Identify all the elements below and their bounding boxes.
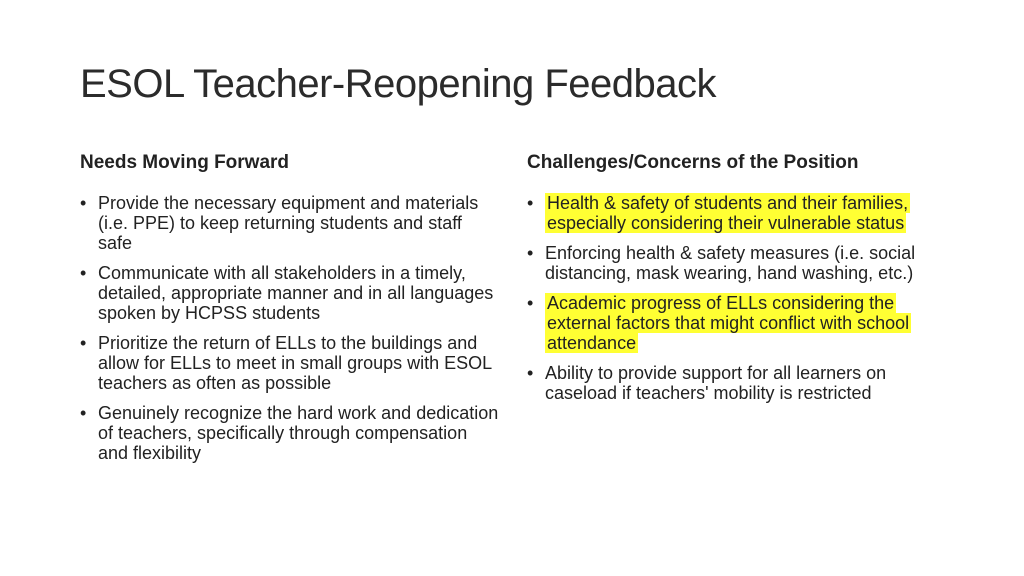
- bullet-icon: •: [527, 363, 534, 383]
- challenges-list: [527, 193, 947, 403]
- list-item: [527, 243, 947, 283]
- needs-heading: Needs Moving Forward: [80, 152, 290, 173]
- list-item: [527, 293, 947, 353]
- needs-list: [80, 193, 500, 463]
- list-item-text: Health & safety of students and their families, especially considering their vulnerable status: [547, 193, 909, 233]
- bullet-icon: •: [80, 193, 87, 213]
- challenges-column: [527, 150, 947, 413]
- needs-column: [80, 150, 500, 473]
- bullet-icon: •: [527, 193, 534, 213]
- list-item: [80, 333, 500, 393]
- list-item-text: Enforcing health & safety measures (i.e. social distancing, mask wearing, hand washing, etc.): [545, 243, 916, 283]
- list-item: [80, 263, 500, 323]
- list-item-text: Ability to provide support for all learners on caseload if teachers' mobility is restricted: [545, 363, 887, 403]
- bullet-icon: •: [80, 333, 87, 353]
- slide-title: ESOL Teacher-Reopening Feedback: [80, 62, 717, 106]
- list-item-text: Academic progress of ELLs considering the external factors that might conflict with school attendance: [547, 293, 910, 353]
- bullet-icon: •: [527, 243, 534, 263]
- list-item-text: Prioritize the return of ELLs to the buildings and allow for ELLs to meet in small groups with ESOL teachers as often as possible: [98, 333, 492, 393]
- list-item: [80, 403, 500, 463]
- list-item: [80, 193, 500, 253]
- bullet-icon: •: [80, 263, 87, 283]
- list-item-text: Provide the necessary equipment and materials (i.e. PPE) to keep returning students and staff safe: [98, 193, 479, 253]
- list-item-text: Communicate with all stakeholders in a timely, detailed, appropriate manner and in all languages spoken by HCPSS students: [98, 263, 494, 323]
- list-item: [527, 193, 947, 233]
- bullet-icon: •: [527, 293, 534, 313]
- list-item: [527, 363, 947, 403]
- list-item-text: Genuinely recognize the hard work and dedication of teachers, specifically through compensation and flexibility: [98, 403, 499, 463]
- bullet-icon: •: [80, 403, 87, 423]
- challenges-heading: Challenges/Concerns of the Position: [527, 152, 859, 173]
